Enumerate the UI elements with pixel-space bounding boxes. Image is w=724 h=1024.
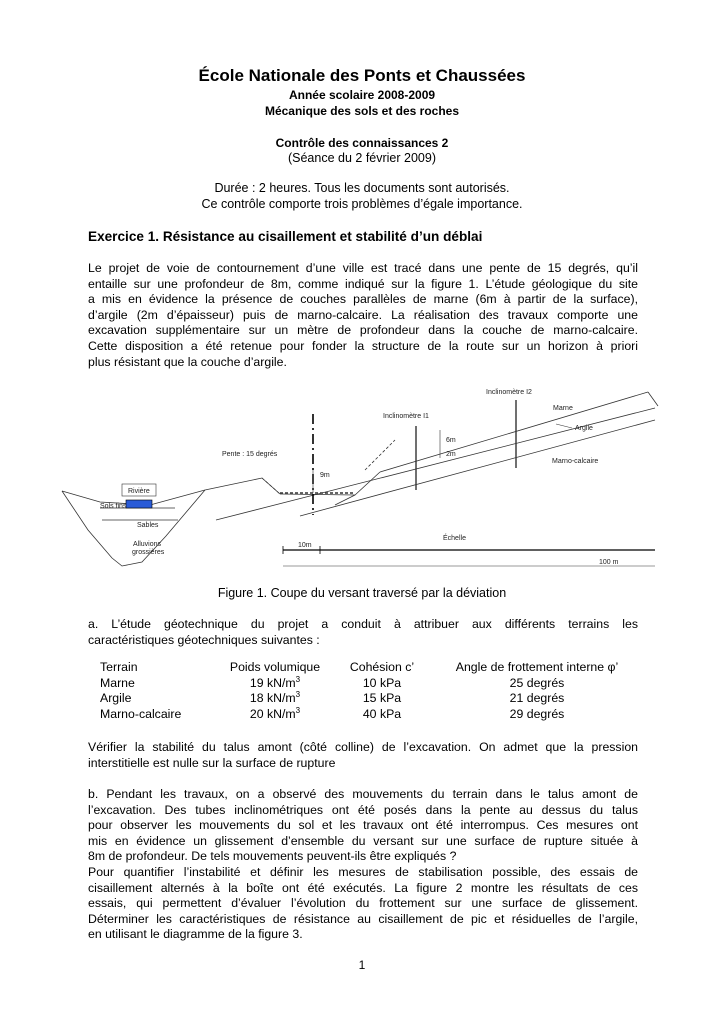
part-b-paragraph-1 xyxy=(88,787,638,943)
inclinometer2-label: Inclinomètre I2 xyxy=(486,389,532,396)
text-line: excavation supplémentaire sur un mètre de profondeur dans la couche de marno-calcaire. xyxy=(88,323,638,338)
text-line: d’argile (2m d’épaisseur) puis de marno-calcaire. La réalisation des travaux comporte une xyxy=(88,307,638,322)
text-line: Le projet de voie de contournement d’une ville est tracé dans une pente de 15 degrés, qu’il xyxy=(88,261,638,275)
text-line: pour observer les mouvements du sol et les travaux ont été interrompus. Ces mesures ont xyxy=(88,818,638,833)
course-name: Mécanique des sols et des roches xyxy=(264,104,460,118)
marne-label: Marne xyxy=(553,405,573,412)
argile-calcaire-boundary xyxy=(300,420,655,516)
alluvions-label-2: grossières xyxy=(132,549,165,556)
unit-exponent: 3 xyxy=(295,689,301,699)
text-line: Cette disposition a été retenue pour fonder la structure de la route sur un horizon à priori xyxy=(88,338,638,353)
inclinometer1-label: Inclinomètre I1 xyxy=(383,413,429,420)
text-line: essais, qui permettent d’évaluer l’évolution du frottement sur une surface de glissement. xyxy=(88,896,638,911)
marno-calcaire-label: Marno-calcaire xyxy=(552,458,599,465)
table-cell: Marno-calcaire xyxy=(100,706,182,721)
slope-label: Pente : 15 degrés xyxy=(222,451,278,458)
text-line: 8m de profondeur. De tels mouvements peuvent-ils être expliqués ? xyxy=(88,849,457,864)
text-line: entaille sur une profondeur de 8m, comme indiqué sur la figure 1. L’étude géologique du site xyxy=(88,276,638,291)
depth-9m-label: 9m xyxy=(320,472,330,479)
properties-table xyxy=(100,660,642,722)
text-line: a. L’étude géotechnique du projet a conduit à attribuer aux différents terrains les xyxy=(88,617,638,631)
table-cell: 15 kPa xyxy=(362,691,402,705)
header-cell: Terrain xyxy=(100,660,138,674)
depth-2m-label: 2m xyxy=(446,451,456,458)
school-year: Année scolaire 2008-2009 xyxy=(288,88,436,102)
text-line: Vérifier la stabilité du talus amont (côté colline) de l’excavation. On admet que la pression xyxy=(88,740,638,754)
table-row xyxy=(100,707,642,723)
text-line: plus résistant que la couche d’argile. xyxy=(88,354,287,369)
duration-note: Durée : 2 heures. Tous les documents sont autorisés. xyxy=(214,181,510,195)
table-cell: 29 degrés xyxy=(509,706,565,721)
unit-exponent: 3 xyxy=(295,705,301,715)
scale-10m-label: 10m xyxy=(298,542,312,549)
table-row xyxy=(100,676,642,692)
problems-note: Ce contrôle comporte trois problèmes d’égale importance. xyxy=(201,197,523,211)
table-cell: Marne xyxy=(100,675,135,690)
text-line: b. Pendant les travaux, on a observé des mouvements du terrain dans le talus amont de xyxy=(88,787,638,801)
depth-6m-label: 6m xyxy=(446,437,456,444)
part-a-question xyxy=(88,740,638,771)
figure-caption: Figure 1. Coupe du versant traversé par la déviation xyxy=(217,586,507,600)
table-cell: 21 degrés xyxy=(509,691,565,705)
text-line: cisaillement alternés à la boîte ont été exécutés. La figure 2 montre les résultats de ces xyxy=(88,880,638,895)
text-line: caractéristiques géotechniques suivantes : xyxy=(88,632,320,647)
school-title: École Nationale des Ponts et Chaussées xyxy=(198,66,526,85)
text-line: interstitielle est nulle sur la surface de rupture xyxy=(88,755,336,770)
river-label: Rivière xyxy=(128,488,150,495)
table-cell: 10 kPa xyxy=(362,675,402,690)
table-cell: 40 kPa xyxy=(362,706,402,721)
argile-label: Argile xyxy=(575,425,593,432)
table-cell xyxy=(218,691,332,707)
header-cell: Cohésion c’ xyxy=(349,660,415,674)
text-line: Déterminer les caractéristiques de résistance au cisaillement de pic et résiduelles de l’argile, xyxy=(88,911,638,926)
scale-title: Échelle xyxy=(443,535,466,542)
part-a-intro xyxy=(88,617,638,648)
table-cell xyxy=(218,676,332,692)
sables-label: Sables xyxy=(137,522,159,529)
text-line: l’excavation. Des tubes inclinométriques ont été posés dans la pente au dessus du talus xyxy=(88,802,638,817)
table-cell-value: 20 kN/m xyxy=(249,706,296,721)
excavation xyxy=(280,472,380,495)
table-cell-value: 18 kN/m xyxy=(249,691,296,705)
ground-surface-right xyxy=(380,392,648,472)
table-header-row xyxy=(100,660,642,676)
alluvions-label: Alluvions xyxy=(133,541,162,548)
river-body xyxy=(126,500,152,508)
text-line: a mis en évidence la présence de couches parallèles de marne (6m à partir de la surface), xyxy=(88,292,638,307)
ground-surface-left xyxy=(205,478,280,494)
header-cell: Poids volumique xyxy=(229,660,321,674)
table-row xyxy=(100,691,642,707)
text-line: mis en évidence un glissement d’ensemble du versant sur une surface de rupture située à xyxy=(88,833,638,848)
text-line: Pour quantifier l’instabilité et définir les mesures de stabilisation possible, des essais de xyxy=(88,864,638,879)
header-cell: Angle de frottement interne φ’ xyxy=(455,660,619,674)
session-date: (Séance du 2 février 2009) xyxy=(287,151,436,165)
sols-fins-label: Sols fins xyxy=(100,503,127,510)
text-line: en utilisant le diagramme de la figure 3. xyxy=(88,927,303,942)
table-cell: Argile xyxy=(100,691,132,705)
unit-exponent: 3 xyxy=(295,674,301,684)
scale-100m-label: 100 m xyxy=(599,559,619,566)
table-cell-value: 19 kN/m xyxy=(249,675,296,690)
exam-title: Contrôle des connaissances 2 xyxy=(275,136,449,150)
table-cell: 25 degrés xyxy=(509,675,565,690)
table-cell xyxy=(218,707,332,723)
exercise-title: Exercice 1. Résistance au cisaillement et stabilité d’un déblai xyxy=(88,229,483,244)
ground-edge xyxy=(648,392,658,406)
page-number: 1 xyxy=(358,958,366,972)
